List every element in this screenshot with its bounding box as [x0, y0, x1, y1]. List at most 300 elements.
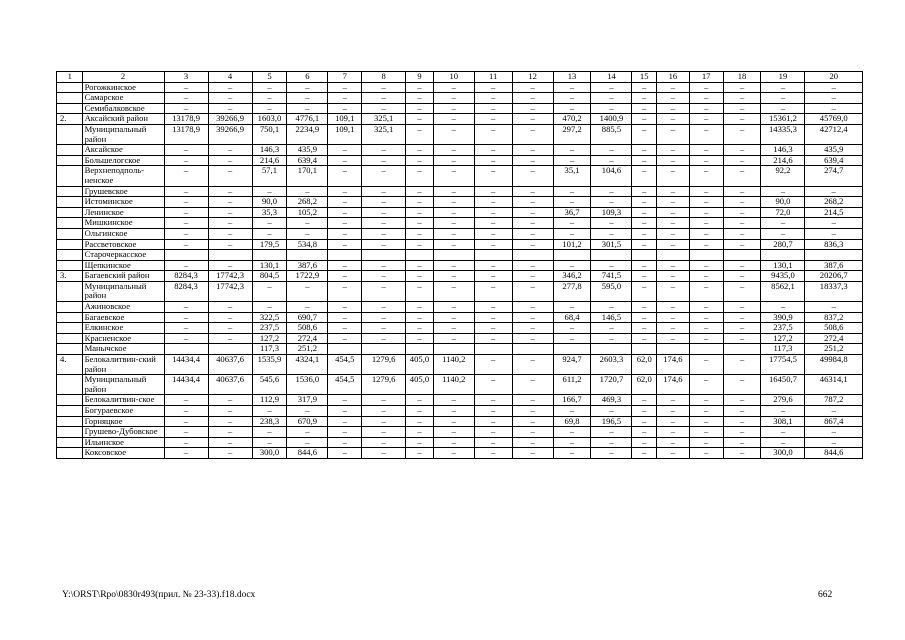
- value-cell: –: [406, 114, 434, 125]
- value-cell: –: [252, 228, 287, 239]
- territory-name-cell: Муниципальный район: [82, 124, 164, 144]
- value-cell: –: [553, 197, 591, 208]
- value-cell: [553, 344, 591, 355]
- value-cell: –: [591, 427, 632, 438]
- value-cell: –: [689, 406, 723, 417]
- value-cell: –: [433, 186, 474, 197]
- value-cell: 14335,3: [761, 124, 805, 144]
- value-cell: –: [761, 186, 805, 197]
- value-cell: 804,5: [252, 271, 287, 282]
- value-cell: 639,4: [287, 155, 328, 166]
- value-cell: –: [591, 406, 632, 417]
- value-cell: –: [657, 103, 690, 114]
- value-cell: –: [164, 416, 208, 427]
- value-cell: –: [512, 406, 553, 417]
- value-cell: –: [433, 114, 474, 125]
- value-cell: –: [689, 395, 723, 406]
- value-cell: –: [474, 333, 512, 344]
- value-cell: [512, 344, 553, 355]
- value-cell: –: [164, 437, 208, 448]
- value-cell: –: [657, 281, 690, 301]
- row-number-cell: [57, 302, 83, 313]
- value-cell: –: [208, 207, 252, 218]
- value-cell: –: [689, 271, 723, 282]
- value-cell: –: [512, 312, 553, 323]
- value-cell: –: [328, 416, 362, 427]
- value-cell: –: [632, 166, 657, 186]
- value-cell: 1279,6: [362, 355, 406, 375]
- value-cell: 101,2: [553, 239, 591, 250]
- value-cell: –: [328, 323, 362, 334]
- value-cell: [689, 344, 723, 355]
- table-row: [57, 406, 863, 417]
- value-cell: –: [433, 197, 474, 208]
- value-cell: –: [632, 323, 657, 334]
- value-cell: 45769,0: [805, 114, 863, 125]
- value-cell: –: [164, 197, 208, 208]
- value-cell: 130,1: [252, 260, 287, 271]
- value-cell: –: [208, 437, 252, 448]
- value-cell: –: [474, 239, 512, 250]
- value-cell: [553, 250, 591, 261]
- value-cell: –: [689, 228, 723, 239]
- value-cell: 387,6: [805, 260, 863, 271]
- value-cell: 390,9: [761, 312, 805, 323]
- value-cell: –: [287, 186, 328, 197]
- value-cell: –: [632, 145, 657, 156]
- value-cell: –: [474, 197, 512, 208]
- value-cell: [512, 250, 553, 261]
- value-cell: –: [689, 437, 723, 448]
- value-cell: –: [512, 218, 553, 229]
- value-cell: 109,1: [328, 124, 362, 144]
- value-cell: –: [723, 260, 761, 271]
- value-cell: –: [723, 124, 761, 144]
- territory-name-cell: Елкинское: [82, 323, 164, 334]
- value-cell: –: [362, 260, 406, 271]
- value-cell: 104,6: [591, 166, 632, 186]
- value-cell: 238,3: [252, 416, 287, 427]
- value-cell: –: [657, 82, 690, 93]
- territory-name-cell: Багаевское: [82, 312, 164, 323]
- value-cell: 109,3: [591, 207, 632, 218]
- value-cell: –: [657, 448, 690, 459]
- value-cell: 13178,9: [164, 124, 208, 144]
- value-cell: –: [657, 312, 690, 323]
- territory-name-cell: Рогожкинское: [82, 82, 164, 93]
- value-cell: 405,0: [406, 375, 434, 395]
- value-cell: [208, 344, 252, 355]
- territory-name-cell: Истоминское: [82, 197, 164, 208]
- value-cell: –: [406, 124, 434, 144]
- value-cell: –: [591, 197, 632, 208]
- value-cell: [632, 250, 657, 261]
- value-cell: 405,0: [406, 355, 434, 375]
- value-cell: 166,7: [553, 395, 591, 406]
- value-cell: –: [689, 302, 723, 313]
- value-cell: –: [406, 302, 434, 313]
- value-cell: –: [164, 448, 208, 459]
- table-row: [57, 103, 863, 114]
- value-cell: –: [362, 448, 406, 459]
- footer-file-path: Y:\ORST\Rpo\0830r493(прил. № 23-33).f18.docx: [62, 590, 256, 600]
- value-cell: –: [208, 260, 252, 271]
- value-cell: –: [657, 166, 690, 186]
- territory-name-cell: Красненское: [82, 333, 164, 344]
- row-number-cell: 2.: [57, 114, 83, 125]
- value-cell: 308,1: [761, 416, 805, 427]
- value-cell: 837,2: [805, 312, 863, 323]
- value-cell: –: [591, 228, 632, 239]
- value-cell: –: [512, 207, 553, 218]
- value-cell: [208, 250, 252, 261]
- value-cell: –: [474, 437, 512, 448]
- value-cell: –: [328, 271, 362, 282]
- value-cell: –: [328, 312, 362, 323]
- value-cell: –: [328, 197, 362, 208]
- value-cell: –: [252, 103, 287, 114]
- value-cell: 1535,9: [252, 355, 287, 375]
- value-cell: –: [474, 114, 512, 125]
- row-number-cell: [57, 82, 83, 93]
- value-cell: –: [164, 395, 208, 406]
- value-cell: 49984,8: [805, 355, 863, 375]
- value-cell: –: [208, 82, 252, 93]
- value-cell: –: [328, 166, 362, 186]
- value-cell: –: [657, 406, 690, 417]
- value-cell: –: [632, 114, 657, 125]
- value-cell: –: [362, 218, 406, 229]
- value-cell: 14434,4: [164, 355, 208, 375]
- row-number-cell: [57, 145, 83, 156]
- value-cell: 117,3: [252, 344, 287, 355]
- value-cell: 454,5: [328, 355, 362, 375]
- value-cell: –: [164, 239, 208, 250]
- value-cell: –: [208, 427, 252, 438]
- value-cell: 68,4: [553, 312, 591, 323]
- table-row: [57, 344, 863, 355]
- value-cell: –: [287, 82, 328, 93]
- value-cell: –: [433, 155, 474, 166]
- table-row: [57, 228, 863, 239]
- value-cell: –: [689, 355, 723, 375]
- value-cell: –: [632, 239, 657, 250]
- value-cell: 867,4: [805, 416, 863, 427]
- value-cell: –: [632, 93, 657, 104]
- value-cell: 300,0: [252, 448, 287, 459]
- value-cell: –: [433, 271, 474, 282]
- table-row: [57, 197, 863, 208]
- value-cell: –: [474, 186, 512, 197]
- value-cell: –: [553, 437, 591, 448]
- value-cell: –: [761, 228, 805, 239]
- column-number-header: 11: [474, 72, 512, 83]
- value-cell: 62,0: [632, 355, 657, 375]
- value-cell: –: [406, 207, 434, 218]
- table-row: [57, 186, 863, 197]
- value-cell: –: [433, 218, 474, 229]
- table-row: [57, 82, 863, 93]
- row-number-cell: [57, 218, 83, 229]
- territory-name-cell: Семибалковское: [82, 103, 164, 114]
- value-cell: –: [474, 218, 512, 229]
- value-cell: –: [553, 93, 591, 104]
- row-number-cell: [57, 250, 83, 261]
- value-cell: –: [362, 155, 406, 166]
- value-cell: 1140,2: [433, 375, 474, 395]
- value-cell: –: [328, 302, 362, 313]
- value-cell: –: [406, 155, 434, 166]
- value-cell: –: [553, 218, 591, 229]
- value-cell: –: [723, 166, 761, 186]
- value-cell: –: [362, 312, 406, 323]
- value-cell: 214,6: [252, 155, 287, 166]
- value-cell: 322,5: [252, 312, 287, 323]
- value-cell: 545,6: [252, 375, 287, 395]
- value-cell: –: [657, 333, 690, 344]
- value-cell: [433, 250, 474, 261]
- value-cell: 35,1: [553, 166, 591, 186]
- territory-name-cell: Рассветовское: [82, 239, 164, 250]
- value-cell: –: [406, 312, 434, 323]
- value-cell: –: [474, 228, 512, 239]
- row-number-cell: [57, 155, 83, 166]
- row-number-cell: [57, 166, 83, 186]
- value-cell: 508,6: [805, 323, 863, 334]
- value-cell: –: [328, 448, 362, 459]
- value-cell: –: [328, 333, 362, 344]
- value-cell: –: [689, 103, 723, 114]
- value-cell: –: [406, 427, 434, 438]
- value-cell: –: [632, 186, 657, 197]
- value-cell: 146,5: [591, 312, 632, 323]
- column-number-header: 20: [805, 72, 863, 83]
- value-cell: 46314,1: [805, 375, 863, 395]
- table-row: [57, 145, 863, 156]
- value-cell: –: [164, 302, 208, 313]
- value-cell: 1603,0: [252, 114, 287, 125]
- value-cell: 127,2: [252, 333, 287, 344]
- value-cell: –: [723, 186, 761, 197]
- value-cell: [406, 250, 434, 261]
- value-cell: –: [433, 416, 474, 427]
- row-number-cell: 4.: [57, 355, 83, 375]
- value-cell: [328, 250, 362, 261]
- value-cell: –: [689, 114, 723, 125]
- value-cell: –: [164, 186, 208, 197]
- value-cell: 251,2: [805, 344, 863, 355]
- table-row: [57, 218, 863, 229]
- value-cell: –: [689, 239, 723, 250]
- value-cell: 112,9: [252, 395, 287, 406]
- value-cell: –: [689, 375, 723, 395]
- value-cell: –: [433, 124, 474, 144]
- value-cell: –: [252, 281, 287, 301]
- value-cell: 1720,7: [591, 375, 632, 395]
- value-cell: [632, 344, 657, 355]
- value-cell: –: [433, 93, 474, 104]
- value-cell: –: [512, 114, 553, 125]
- value-cell: –: [362, 333, 406, 344]
- value-cell: –: [805, 437, 863, 448]
- footer-page-number: 662: [818, 590, 833, 600]
- value-cell: –: [723, 323, 761, 334]
- territory-name-cell: Коксовское: [82, 448, 164, 459]
- value-cell: 214,5: [805, 207, 863, 218]
- value-cell: –: [512, 260, 553, 271]
- value-cell: –: [512, 155, 553, 166]
- value-cell: 92,2: [761, 166, 805, 186]
- value-cell: 272,4: [287, 333, 328, 344]
- value-cell: –: [164, 166, 208, 186]
- value-cell: –: [657, 155, 690, 166]
- value-cell: –: [287, 281, 328, 301]
- value-cell: 251,2: [287, 344, 328, 355]
- value-cell: –: [723, 302, 761, 313]
- value-cell: –: [657, 186, 690, 197]
- table-row: [57, 375, 863, 395]
- value-cell: –: [164, 207, 208, 218]
- value-cell: –: [406, 93, 434, 104]
- value-cell: –: [723, 395, 761, 406]
- value-cell: 1279,6: [362, 375, 406, 395]
- row-number-cell: [57, 448, 83, 459]
- row-number-cell: [57, 93, 83, 104]
- value-cell: –: [512, 82, 553, 93]
- value-cell: –: [512, 281, 553, 301]
- value-cell: 9435,0: [761, 271, 805, 282]
- value-cell: –: [689, 281, 723, 301]
- value-cell: –: [512, 302, 553, 313]
- value-cell: –: [474, 406, 512, 417]
- value-cell: –: [512, 323, 553, 334]
- value-cell: –: [406, 82, 434, 93]
- value-cell: –: [512, 375, 553, 395]
- value-cell: –: [512, 197, 553, 208]
- value-cell: 196,5: [591, 416, 632, 427]
- value-cell: –: [689, 448, 723, 459]
- value-cell: –: [362, 82, 406, 93]
- value-cell: [723, 250, 761, 261]
- value-cell: –: [761, 406, 805, 417]
- row-number-cell: [57, 281, 83, 301]
- value-cell: –: [362, 416, 406, 427]
- value-cell: –: [723, 355, 761, 375]
- value-cell: [433, 344, 474, 355]
- value-cell: –: [406, 281, 434, 301]
- territory-name-cell: Грушевское: [82, 186, 164, 197]
- value-cell: –: [433, 228, 474, 239]
- value-cell: –: [761, 437, 805, 448]
- territory-name-cell: Ленинское: [82, 207, 164, 218]
- value-cell: –: [591, 260, 632, 271]
- value-cell: [723, 344, 761, 355]
- value-cell: –: [208, 302, 252, 313]
- row-number-cell: [57, 260, 83, 271]
- value-cell: –: [632, 155, 657, 166]
- value-cell: –: [433, 207, 474, 218]
- value-cell: 17742,3: [208, 271, 252, 282]
- value-cell: 787,2: [805, 395, 863, 406]
- value-cell: 90,0: [761, 197, 805, 208]
- column-number-header: 17: [689, 72, 723, 83]
- value-cell: 534,8: [287, 239, 328, 250]
- value-cell: –: [723, 271, 761, 282]
- value-cell: –: [553, 406, 591, 417]
- territory-name-cell: Багаевский район: [82, 271, 164, 282]
- value-cell: –: [512, 93, 553, 104]
- value-cell: 508,6: [287, 323, 328, 334]
- value-cell: –: [553, 260, 591, 271]
- value-cell: –: [362, 302, 406, 313]
- value-cell: –: [657, 124, 690, 144]
- value-cell: –: [164, 406, 208, 417]
- value-cell: –: [723, 448, 761, 459]
- value-cell: –: [632, 437, 657, 448]
- value-cell: –: [805, 82, 863, 93]
- value-cell: 42712,4: [805, 124, 863, 144]
- value-cell: 146,3: [761, 145, 805, 156]
- column-number-header: 19: [761, 72, 805, 83]
- column-number-header: 2: [82, 72, 164, 83]
- value-cell: 268,2: [287, 197, 328, 208]
- value-cell: 301,5: [591, 239, 632, 250]
- row-number-cell: [57, 344, 83, 355]
- value-cell: –: [553, 228, 591, 239]
- value-cell: –: [512, 186, 553, 197]
- value-cell: –: [591, 437, 632, 448]
- value-cell: 435,9: [805, 145, 863, 156]
- value-cell: –: [723, 103, 761, 114]
- value-cell: 844,6: [287, 448, 328, 459]
- value-cell: –: [723, 155, 761, 166]
- value-cell: –: [252, 93, 287, 104]
- value-cell: –: [689, 197, 723, 208]
- territory-name-cell: Грушево-Дубовское: [82, 427, 164, 438]
- value-cell: –: [761, 82, 805, 93]
- value-cell: –: [632, 103, 657, 114]
- row-number-cell: [57, 323, 83, 334]
- value-cell: –: [723, 82, 761, 93]
- value-cell: –: [591, 82, 632, 93]
- value-cell: –: [474, 448, 512, 459]
- column-number-header: 14: [591, 72, 632, 83]
- row-number-cell: [57, 228, 83, 239]
- value-cell: –: [406, 239, 434, 250]
- row-number-cell: [57, 416, 83, 427]
- value-cell: –: [689, 82, 723, 93]
- value-cell: –: [164, 260, 208, 271]
- value-cell: –: [632, 207, 657, 218]
- value-cell: –: [406, 103, 434, 114]
- value-cell: –: [553, 82, 591, 93]
- value-cell: –: [474, 416, 512, 427]
- value-cell: [657, 250, 690, 261]
- value-cell: –: [362, 228, 406, 239]
- value-cell: –: [657, 302, 690, 313]
- value-cell: 117,3: [761, 344, 805, 355]
- value-cell: 170,1: [287, 166, 328, 186]
- value-cell: –: [805, 228, 863, 239]
- value-cell: –: [474, 323, 512, 334]
- value-cell: 300,0: [761, 448, 805, 459]
- value-cell: 2603,3: [591, 355, 632, 375]
- value-cell: 15361,2: [761, 114, 805, 125]
- value-cell: –: [591, 448, 632, 459]
- value-cell: –: [362, 281, 406, 301]
- value-cell: –: [208, 218, 252, 229]
- value-cell: –: [328, 239, 362, 250]
